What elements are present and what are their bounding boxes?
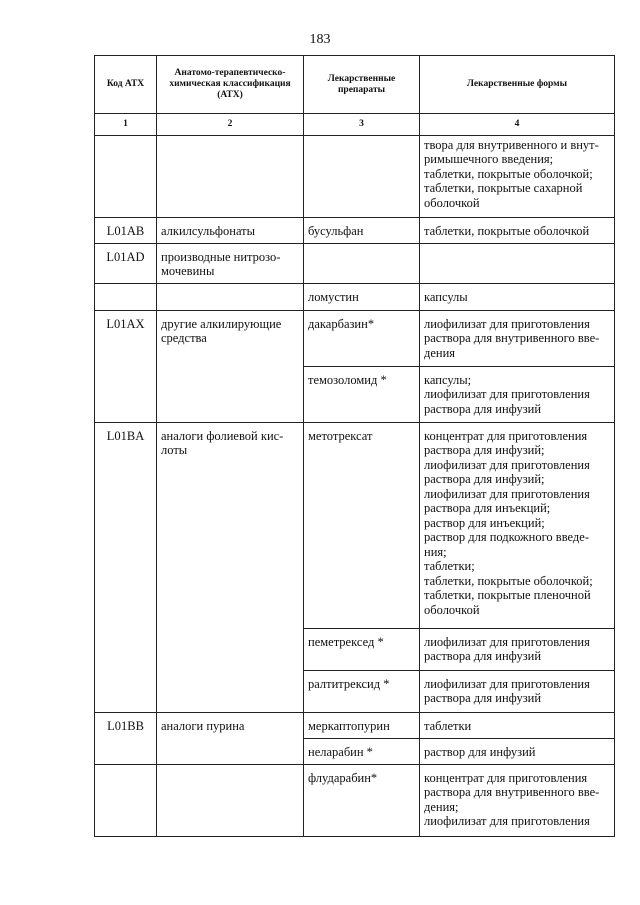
code-cell (95, 764, 157, 836)
header-dosage-forms: Лекарственные формы (420, 56, 615, 114)
code-cell (95, 738, 157, 764)
table-header-row (95, 56, 615, 114)
code-cell: L01AB (95, 217, 157, 243)
header-atx-classification: Анатомо-терапевтическо-химическая классификация (АТХ) (157, 56, 304, 114)
header-atx-code: Код АТХ (95, 56, 157, 114)
drug-cell (304, 135, 420, 217)
form-item: таблетки, покрытые оболочкой (424, 223, 590, 238)
form-item: лиофилизат для приготовления раствора для инъекций; (424, 486, 590, 515)
code-cell: L01AX (95, 310, 157, 366)
forms-cell (420, 738, 615, 764)
forms-cell (420, 712, 615, 738)
form-item: раствор для инъекций; (424, 515, 545, 530)
forms-cell (420, 628, 615, 670)
code-cell (95, 628, 157, 670)
code-cell (95, 366, 157, 422)
drug-cell: меркаптопурин (304, 712, 420, 738)
class-cell (157, 366, 304, 422)
form-item: концентрат для приготовления раствора для внутривенного вве-дения; (424, 770, 600, 814)
form-item: капсулы; (424, 372, 472, 387)
forms-cell (420, 243, 615, 283)
code-cell: L01BA (95, 422, 157, 628)
form-item: лиофилизат для приготовления раствора для инфузий; (424, 457, 590, 486)
drug-cell: неларабин * (304, 738, 420, 764)
column-number-row (95, 114, 615, 136)
table-row (95, 628, 615, 670)
drug-cell: темозоломид * (304, 366, 420, 422)
forms-cell (420, 283, 615, 310)
form-item: концентрат для приготовления раствора для инфузий; (424, 428, 588, 457)
forms-cell (420, 135, 615, 217)
column-number: 3 (304, 114, 420, 136)
table-row (95, 366, 615, 422)
forms-cell (420, 764, 615, 836)
table-row (95, 422, 615, 628)
form-item: раствор для подкожного введе-ния; (424, 530, 589, 559)
drug-cell: флударабин* (304, 764, 420, 836)
forms-cell (420, 670, 615, 712)
form-item: таблетки; (424, 559, 475, 573)
forms-cell (420, 422, 615, 628)
class-cell: алкилсульфонаты (157, 217, 304, 243)
column-number: 2 (157, 114, 304, 136)
table-row (95, 310, 615, 366)
column-number: 4 (420, 114, 615, 136)
class-cell: аналоги фолиевой кис-лоты (157, 422, 304, 628)
code-cell: L01BB (95, 712, 157, 738)
form-item: таблетки, покрытые оболочкой; (424, 166, 593, 181)
atx-table (94, 55, 615, 837)
header-drugs: Лекарственные препараты (304, 56, 420, 114)
class-cell (157, 738, 304, 764)
drug-cell: ралтитрексид * (304, 670, 420, 712)
form-item: раствор для инфузий (424, 744, 536, 759)
form-item: таблетки, покрытые пленочной оболочкой (424, 588, 591, 617)
table-row (95, 135, 615, 217)
code-cell (95, 135, 157, 217)
drug-cell: метотрексат (304, 422, 420, 628)
drug-cell (304, 243, 420, 283)
form-item: лиофилизат для приготовления раствора для инфузий (424, 676, 590, 705)
forms-cell (420, 366, 615, 422)
class-cell (157, 628, 304, 670)
forms-cell (420, 217, 615, 243)
form-item: лиофилизат для приготовления раствора для внутривенного вве-дения (424, 316, 600, 360)
table-row (95, 712, 615, 738)
drug-cell: ломустин (304, 283, 420, 310)
class-cell (157, 135, 304, 217)
form-item: лиофилизат для приготовления раствора для инфузий (424, 387, 590, 416)
table-row (95, 243, 615, 283)
form-item: твора для внутривенного и внут-римышечного введения; (424, 137, 599, 166)
class-cell: аналоги пурина (157, 712, 304, 738)
drug-cell: дакарбазин* (304, 310, 420, 366)
drug-cell: бусульфан (304, 217, 420, 243)
form-item: таблетки, покрытые оболочкой; (424, 573, 593, 588)
forms-cell (420, 310, 615, 366)
page-number: 183 (309, 32, 331, 47)
form-item: лиофилизат для приготовления раствора для инфузий (424, 634, 590, 663)
form-item: капсулы (424, 289, 468, 304)
form-item: лиофилизат для приготовления (424, 814, 590, 828)
table-row (95, 283, 615, 310)
drug-cell: пеметрексед * (304, 628, 420, 670)
class-cell (157, 670, 304, 712)
class-cell: производные нитрозо-мочевины (157, 243, 304, 283)
class-cell (157, 764, 304, 836)
column-number: 1 (95, 114, 157, 136)
table-row (95, 764, 615, 836)
class-cell (157, 283, 304, 310)
form-item: таблетки (424, 718, 472, 733)
code-cell (95, 670, 157, 712)
form-item: таблетки, покрытые сахарной оболочкой (424, 181, 583, 210)
table-row (95, 670, 615, 712)
table-row (95, 738, 615, 764)
class-cell: другие алкилирующие средства (157, 310, 304, 366)
table-row (95, 217, 615, 243)
code-cell (95, 283, 157, 310)
code-cell: L01AD (95, 243, 157, 283)
